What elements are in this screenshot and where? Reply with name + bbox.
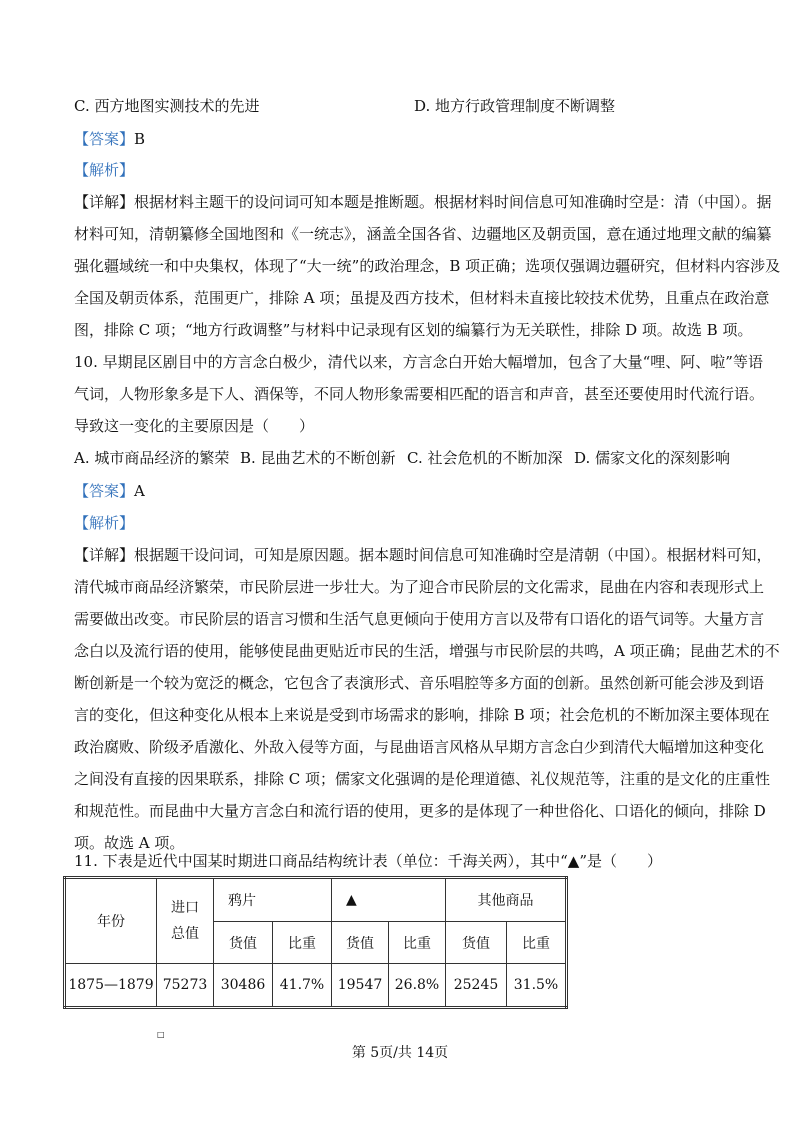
header-year: 年份	[65, 878, 157, 964]
subheader-share: 比重	[507, 922, 567, 964]
header-total	[157, 878, 214, 964]
q10-detail-line: 政治腐败、阶级矛盾激化、外敌入侵等方面，与昆曲语言风格从早期方言念白少到清代大幅增加这种变化	[74, 738, 765, 756]
q10-stem-line: 气词，人物形象多是下人、酒保等，不同人物形象需要相匹配的语言和声音，甚至还要使用时代流行语。	[74, 385, 765, 403]
q10-detail-line: 和规范性。而昆曲中大量方言念白和流行语的使用，更多的是体现了一种世俗化、口语化的倾向，排除 D	[74, 802, 766, 820]
q10-stem-line: 导致这一变化的主要原因是（ ）	[74, 417, 315, 435]
cell-total: 75273	[157, 964, 214, 1008]
cell-triangle-share: 26.8%	[389, 964, 446, 1008]
subheader-value: 货值	[332, 922, 389, 964]
import-structure-table	[63, 876, 568, 1009]
cell-opium-value: 30486	[214, 964, 273, 1008]
cell-opium-share: 41.7%	[273, 964, 332, 1008]
header-total-text: 进口总值	[171, 900, 199, 942]
q10-option-c: C. 社会危机的不断加深	[407, 449, 563, 467]
q10-detail-line: 念白以及流行语的使用，能够使昆曲更贴近市民的生活，增强与市民阶层的共鸣，A 项正确；昆曲艺术的不	[74, 642, 780, 660]
q9-detail-line: 图，排除 C 项；“地方行政调整”与材料中记录现有区划的编纂行为无关联性，排除 D 项。故选 B 项。	[74, 321, 753, 339]
cell-other-value: 25245	[446, 964, 507, 1008]
q10-detail-line: 项。故选 A 项。	[74, 834, 185, 852]
q10-option-a: A. 城市商品经济的繁荣	[74, 449, 230, 467]
answer-value: B	[134, 130, 146, 148]
cell-year: 1875—1879	[65, 964, 157, 1008]
q9-answer	[74, 129, 145, 149]
q9-option-d: D. 地方行政管理制度不断调整	[414, 97, 616, 115]
q10-detail-line: 需要做出改变。市民阶层的语言习惯和生活气息更倾向于使用方言以及带有口语化的语气词等。大量方言	[74, 610, 765, 628]
q10-detail-line: 【详解】根据题干设问词，可知是原因题。据本题时间信息可知准确时空是清朝（中国）。根据材料可知，	[74, 546, 772, 564]
q10-analysis-tag: 【解析】	[74, 514, 135, 532]
q10-detail-line: 之间没有直接的因果联系，排除 C 项；儒家文化强调的是伦理道德、礼仪规范等，注重的是文化的庄重性	[74, 770, 771, 788]
subheader-value: 货值	[446, 922, 507, 964]
header-other: 其他商品	[446, 878, 567, 922]
q10-option-b: B. 昆曲艺术的不断创新	[240, 449, 396, 467]
header-opium: 鸦片	[214, 878, 332, 922]
header-triangle: ▲	[332, 878, 446, 922]
q9-detail-line: 材料可知，清朝纂修全国地图和《一统志》，涵盖全国各省、边疆地区及朝贡国，意在通过地理文献的编纂	[74, 225, 772, 243]
subheader-share: 比重	[273, 922, 332, 964]
subheader-share: 比重	[389, 922, 446, 964]
answer-tag: 【答案】	[74, 130, 135, 148]
q9-detail-line: 强化疆域统一和中央集权，体现了“大一统”的政治理念，B 项正确；选项仅强调边疆研究，但材料内容涉及	[74, 257, 781, 275]
q9-option-c: C. 西方地图实测技术的先进	[74, 97, 260, 115]
q10-detail-line: 断创新是一个较为宽泛的概念，它包含了表演形式、音乐唱腔等多方面的创新。虽然创新可能会涉及到语	[74, 674, 765, 692]
answer-value: A	[134, 482, 145, 500]
q11-stem: 11. 下表是近代中国某时期进口商品结构统计表（单位：千海关两），其中“▲”是（ ）	[74, 852, 662, 870]
q9-detail-line: 全国及朝贡体系，范围更广，排除 A 项；虽提及西方技术，但材料未直接比较技术优势，且重点在政治意	[74, 289, 770, 307]
small-box-mark: □	[157, 1030, 165, 1039]
q10-answer	[74, 481, 145, 501]
q9-detail-line: 【详解】根据材料主题干的设问词可知本题是推断题。根据材料时间信息可知准确时空是：清（中国）。据	[74, 193, 772, 211]
subheader-value: 货值	[214, 922, 273, 964]
cell-triangle-value: 19547	[332, 964, 389, 1008]
q10-detail-line: 清代城市商品经济繁荣，市民阶层进一步壮大。为了迎合市民阶层的文化需求，昆曲在内容和表现形式上	[74, 578, 765, 596]
cell-other-share: 31.5%	[507, 964, 567, 1008]
q10-detail-line: 言的变化，但这种变化从根本上来说是受到市场需求的影响，排除 B 项；社会危机的不断加深主要体现在	[74, 706, 770, 724]
answer-tag: 【答案】	[74, 482, 135, 500]
q10-stem-line: 10. 早期昆区剧目中的方言念白极少，清代以来，方言念白开始大幅增加，包含了大量“哩、阿、啦”等语	[74, 353, 763, 371]
page-footer: 第 5页/共 14页	[351, 1045, 449, 1061]
q10-option-d: D. 儒家文化的深刻影响	[574, 449, 731, 467]
q9-analysis-tag: 【解析】	[74, 161, 135, 179]
